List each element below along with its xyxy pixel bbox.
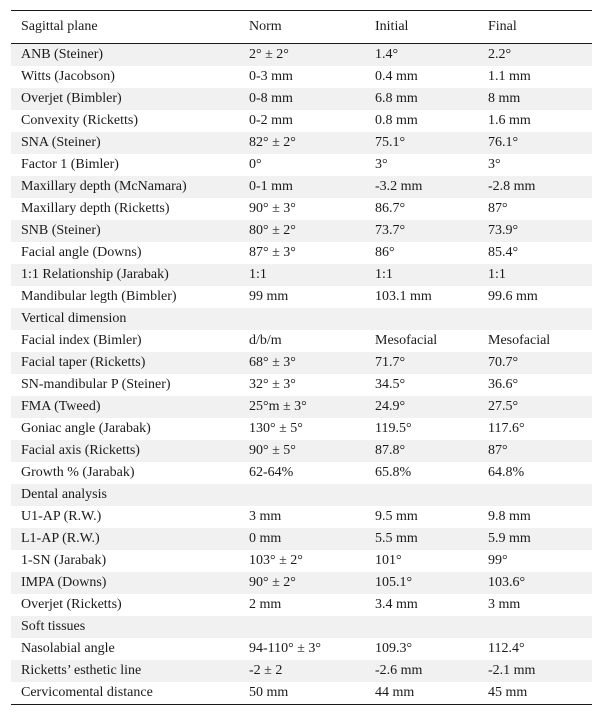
cell-norm: 0-3 mm xyxy=(239,66,365,88)
table-row xyxy=(11,154,592,176)
cell-initial: 86.7° xyxy=(365,198,478,220)
cell-measure: Vertical dimension xyxy=(11,308,239,330)
cell-initial: 3° xyxy=(365,154,478,176)
cell-measure: Overjet (Ricketts) xyxy=(11,594,239,616)
cell-measure: Cervicomental distance xyxy=(11,682,239,705)
cell-measure: Mandibular legth (Bimbler) xyxy=(11,286,239,308)
cell-initial: 101° xyxy=(365,550,478,572)
cell-norm xyxy=(239,616,365,638)
cell-initial: 0.4 mm xyxy=(365,66,478,88)
cell-final: 1.1 mm xyxy=(478,66,592,88)
cell-initial: 1:1 xyxy=(365,264,478,286)
cell-norm xyxy=(239,484,365,506)
cell-measure: 1:1 Relationship (Jarabak) xyxy=(11,264,239,286)
cell-norm: 90° ± 2° xyxy=(239,572,365,594)
cell-initial: 65.8% xyxy=(365,462,478,484)
cell-norm: 0-8 mm xyxy=(239,88,365,110)
table-row xyxy=(11,308,592,330)
cell-final: 2.2° xyxy=(478,44,592,67)
cell-final: 73.9° xyxy=(478,220,592,242)
cell-measure: Ricketts’ esthetic line xyxy=(11,660,239,682)
table-row xyxy=(11,66,592,88)
cell-initial: 73.7° xyxy=(365,220,478,242)
cell-norm: 0-2 mm xyxy=(239,110,365,132)
cell-norm: 62-64% xyxy=(239,462,365,484)
cephalometric-table-container xyxy=(11,10,592,705)
cell-final: 112.4° xyxy=(478,638,592,660)
cell-final: 99.6 mm xyxy=(478,286,592,308)
cell-measure: SNB (Steiner) xyxy=(11,220,239,242)
table-row xyxy=(11,176,592,198)
cell-initial: 5.5 mm xyxy=(365,528,478,550)
cell-initial: 3.4 mm xyxy=(365,594,478,616)
cell-final: 76.1° xyxy=(478,132,592,154)
table-row xyxy=(11,572,592,594)
cell-final: 87° xyxy=(478,440,592,462)
table-row xyxy=(11,506,592,528)
cell-final: 8 mm xyxy=(478,88,592,110)
cell-measure: Overjet (Bimbler) xyxy=(11,88,239,110)
cell-final: 27.5° xyxy=(478,396,592,418)
cell-measure: Maxillary depth (McNamara) xyxy=(11,176,239,198)
cell-final: -2.1 mm xyxy=(478,660,592,682)
table-row xyxy=(11,44,592,67)
header-final: Final xyxy=(488,19,517,34)
table-row xyxy=(11,220,592,242)
table-row xyxy=(11,374,592,396)
cell-norm: 99 mm xyxy=(239,286,365,308)
cell-final: 85.4° xyxy=(478,242,592,264)
cell-measure: FMA (Tweed) xyxy=(11,396,239,418)
table-row xyxy=(11,594,592,616)
cell-initial: -3.2 mm xyxy=(365,176,478,198)
cell-norm: 0 mm xyxy=(239,528,365,550)
table-row xyxy=(11,484,592,506)
cell-norm: 130° ± 5° xyxy=(239,418,365,440)
cell-final xyxy=(478,484,592,506)
header-measure: Sagittal plane xyxy=(21,19,98,34)
cell-measure: Nasolabial angle xyxy=(11,638,239,660)
cell-norm: 25°m ± 3° xyxy=(239,396,365,418)
cell-norm: 94-110° ± 3° xyxy=(239,638,365,660)
cell-norm: 1:1 xyxy=(239,264,365,286)
cell-measure: Goniac angle (Jarabak) xyxy=(11,418,239,440)
cell-final: 117.6° xyxy=(478,418,592,440)
cell-initial xyxy=(365,616,478,638)
cell-initial: 87.8° xyxy=(365,440,478,462)
cell-norm: 80° ± 2° xyxy=(239,220,365,242)
header-norm: Norm xyxy=(249,19,282,34)
cell-final: 9.8 mm xyxy=(478,506,592,528)
table-row xyxy=(11,286,592,308)
table-row xyxy=(11,682,592,705)
table-row xyxy=(11,660,592,682)
table-row xyxy=(11,616,592,638)
cephalometric-table xyxy=(11,10,592,705)
cell-norm: 82° ± 2° xyxy=(239,132,365,154)
cell-measure: Factor 1 (Bimler) xyxy=(11,154,239,176)
cell-final: 1:1 xyxy=(478,264,592,286)
cell-initial: 86° xyxy=(365,242,478,264)
cell-norm: d/b/m xyxy=(239,330,365,352)
table-row xyxy=(11,638,592,660)
cell-initial: 71.7° xyxy=(365,352,478,374)
cell-norm: 2° ± 2° xyxy=(239,44,365,67)
table-body xyxy=(11,44,592,705)
cell-measure: SN-mandibular P (Steiner) xyxy=(11,374,239,396)
cell-initial: 75.1° xyxy=(365,132,478,154)
table-header xyxy=(11,11,592,44)
cell-norm xyxy=(239,308,365,330)
cell-norm: 3 mm xyxy=(239,506,365,528)
table-row xyxy=(11,88,592,110)
cell-initial: 0.8 mm xyxy=(365,110,478,132)
table-row xyxy=(11,198,592,220)
cell-norm: 0-1 mm xyxy=(239,176,365,198)
table-row xyxy=(11,550,592,572)
header-initial: Initial xyxy=(375,19,409,34)
cell-final xyxy=(478,616,592,638)
table-row xyxy=(11,440,592,462)
cell-initial: 103.1 mm xyxy=(365,286,478,308)
cell-initial: 1.4° xyxy=(365,44,478,67)
table-row xyxy=(11,110,592,132)
table-row xyxy=(11,330,592,352)
table-row xyxy=(11,418,592,440)
cell-final: 45 mm xyxy=(478,682,592,705)
cell-final: 103.6° xyxy=(478,572,592,594)
cell-norm: 103° ± 2° xyxy=(239,550,365,572)
cell-norm: 87° ± 3° xyxy=(239,242,365,264)
cell-norm: 90° ± 5° xyxy=(239,440,365,462)
cell-measure: Facial taper (Ricketts) xyxy=(11,352,239,374)
cell-final xyxy=(478,308,592,330)
cell-norm: 2 mm xyxy=(239,594,365,616)
cell-initial: 119.5° xyxy=(365,418,478,440)
cell-measure: L1-AP (R.W.) xyxy=(11,528,239,550)
cell-initial: 109.3° xyxy=(365,638,478,660)
cell-final: 1.6 mm xyxy=(478,110,592,132)
cell-final: 70.7° xyxy=(478,352,592,374)
cell-initial: 44 mm xyxy=(365,682,478,705)
table-row xyxy=(11,132,592,154)
table-row xyxy=(11,462,592,484)
cell-norm: 32° ± 3° xyxy=(239,374,365,396)
cell-final: Mesofacial xyxy=(478,330,592,352)
cell-measure: Growth % (Jarabak) xyxy=(11,462,239,484)
cell-initial: Mesofacial xyxy=(365,330,478,352)
cell-initial: 105.1° xyxy=(365,572,478,594)
cell-final: 64.8% xyxy=(478,462,592,484)
cell-initial xyxy=(365,484,478,506)
cell-norm: 90° ± 3° xyxy=(239,198,365,220)
cell-norm: 0° xyxy=(239,154,365,176)
cell-measure: Maxillary depth (Ricketts) xyxy=(11,198,239,220)
cell-final: 3 mm xyxy=(478,594,592,616)
cell-measure: Facial axis (Ricketts) xyxy=(11,440,239,462)
cell-initial: 9.5 mm xyxy=(365,506,478,528)
cell-measure: Witts (Jacobson) xyxy=(11,66,239,88)
cell-norm: 68° ± 3° xyxy=(239,352,365,374)
cell-final: 87° xyxy=(478,198,592,220)
cell-measure: Soft tissues xyxy=(11,616,239,638)
cell-measure: 1-SN (Jarabak) xyxy=(11,550,239,572)
table-row xyxy=(11,264,592,286)
table-row xyxy=(11,242,592,264)
cell-initial: -2.6 mm xyxy=(365,660,478,682)
cell-initial: 6.8 mm xyxy=(365,88,478,110)
cell-measure: Convexity (Ricketts) xyxy=(11,110,239,132)
cell-measure: Facial angle (Downs) xyxy=(11,242,239,264)
cell-final: 36.6° xyxy=(478,374,592,396)
cell-measure: IMPA (Downs) xyxy=(11,572,239,594)
cell-measure: U1-AP (R.W.) xyxy=(11,506,239,528)
cell-norm: -2 ± 2 xyxy=(239,660,365,682)
cell-initial: 24.9° xyxy=(365,396,478,418)
cell-measure: SNA (Steiner) xyxy=(11,132,239,154)
cell-measure: Dental analysis xyxy=(11,484,239,506)
cell-final: 3° xyxy=(478,154,592,176)
cell-measure: Facial index (Bimler) xyxy=(11,330,239,352)
table-row xyxy=(11,396,592,418)
cell-initial xyxy=(365,308,478,330)
cell-final: 5.9 mm xyxy=(478,528,592,550)
cell-final: 99° xyxy=(478,550,592,572)
header-row xyxy=(11,11,592,44)
table-row xyxy=(11,528,592,550)
cell-final: -2.8 mm xyxy=(478,176,592,198)
cell-norm: 50 mm xyxy=(239,682,365,705)
table-row xyxy=(11,352,592,374)
cell-initial: 34.5° xyxy=(365,374,478,396)
cell-measure: ANB (Steiner) xyxy=(11,44,239,67)
